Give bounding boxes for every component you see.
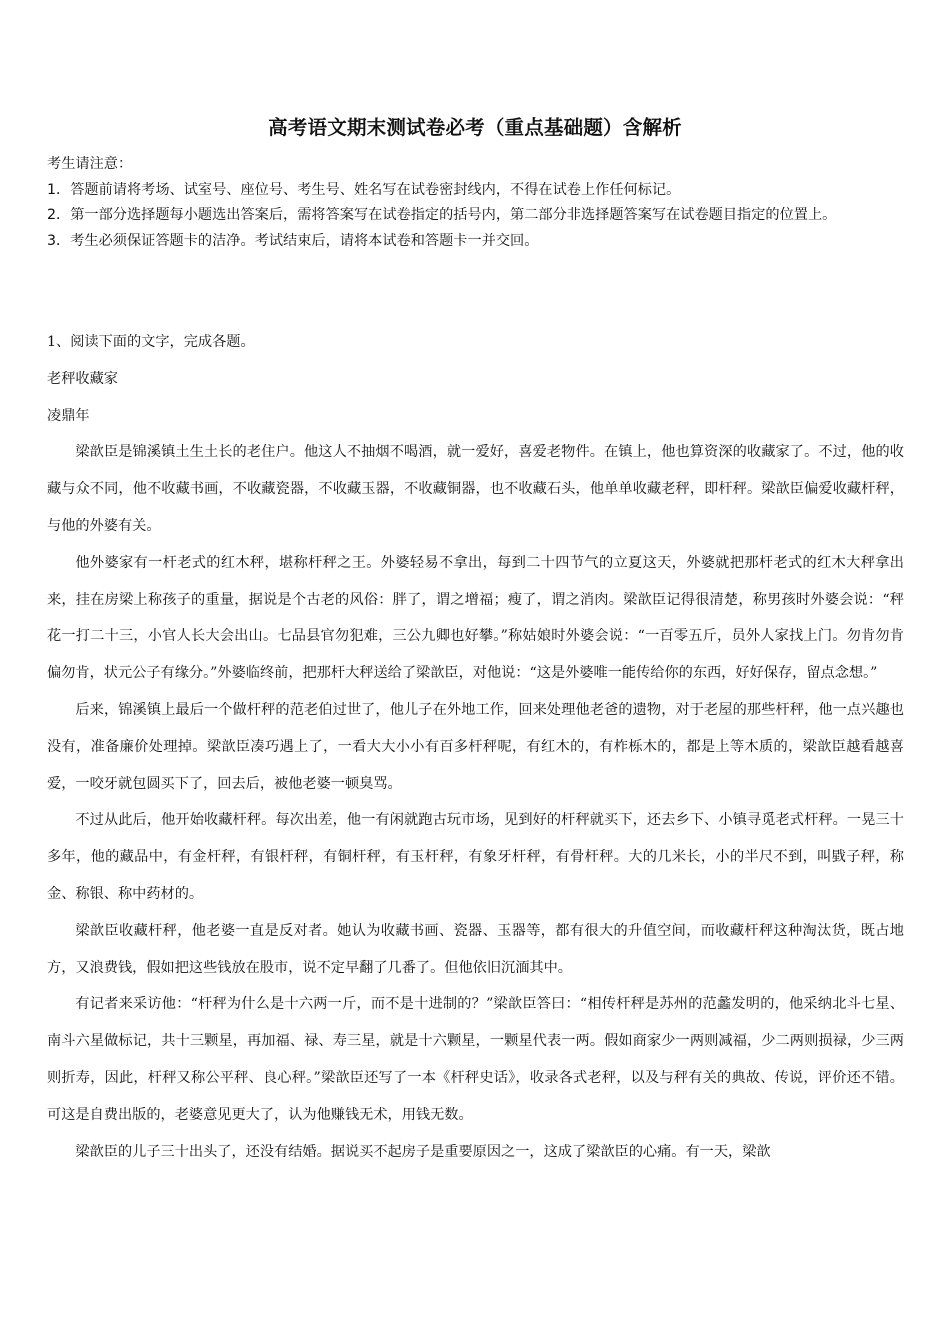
article-paragraph: 梁歆臣收藏杆秤，他老婆一直是反对者。她认为收藏书画、瓷器、玉器等，都有很大的升值空间，而收藏杆秤这种淘汰货，既占地方，又浪费钱，假如把这些钱放在股市，说不定早翻了几番了。但他依旧沉湎其中。 [47,922,904,976]
article-paragraph: 有记者来采访他：“杆秤为什么是十六两一斤，而不是十进制的？”梁歆臣答曰：“相传杆秤是苏州的范蠡发明的，他采纳北斗七星、南斗六星做标记，共十三颗星，再加福、禄、寿三星，就是十六颗星，一颗星代表一两。假如商家少一两则减福，少二两则损禄，少三两则折寿，因此，杆秤又称公平秤、良心秤。”梁歆臣还写了一本《杆秤史话》，收录各式老秤，以及与秤有关的典故、传说，评价还不错。可这是自费出版的，老婆意见更大了，认为他赚钱无术，用钱无数。 [47,996,904,1123]
article-paragraph: 他外婆家有一杆老式的红木秤，堪称杆秤之王。外婆轻易不拿出，每到二十四节气的立夏这天，外婆就把那杆老式的红木大秤拿出来，挂在房梁上称孩子的重量，据说是个古老的风俗：胖了，谓之增福；瘦了，谓之消肉。梁歆臣记得很清楚，称男孩时外婆会说：“秤花一打二十三，小官人长大会出山。七品县官勿犯难，三公九卿也好攀。”称姑娘时外婆会说：“一百零五斤，员外人家找上门。勿肯勿肯偏勿肯，状元公子有缘分。”外婆临终前，把那杆大秤送给了梁歆臣，对他说：“这是外婆唯一能传给你的东西，好好保存，留点念想。” [47,554,904,682]
notice-heading: 考生请注意： [47,156,133,172]
article-paragraph: 不过从此后，他开始收藏杆秤。每次出差，他一有闲就跑古玩市场，见到好的杆秤就买下，还去乡下、小镇寻觅老式杆秤。一晃三十多年，他的藏品中，有金杆秤，有银杆秤，有铜杆秤，有玉杆秤，有象牙杆秤，有骨杆秤。大的几米长，小的半尺不到，叫戥子秤，称金、称银、称中药材的。 [47,812,904,902]
article-title: 老秤收藏家 [47,370,118,387]
reading-section [47,324,904,1170]
article-paragraph: 梁歆臣是锦溪镇土生土长的老住户。他这人不抽烟不喝酒，就一爱好，喜爱老物件。在镇上，他也算资深的收藏家了。不过，他的收藏与众不同，他不收藏书画，不收藏瓷器，不收藏玉器，不收藏铜器，也不收藏石头，他单单收藏老秤，即杆秤。梁歆臣偏爱收藏杆秤，与他的外婆有关。 [47,444,904,534]
article-paragraph: 梁歆臣的儿子三十出头了，还没有结婚。据说买不起房子是重要原因之一，这成了梁歆臣的心痛。有一天，梁歆 [75,1143,771,1160]
exam-notice [47,152,907,254]
notice-item: 2．第一部分选择题每小题选出答案后，需将答案写在试卷指定的括号内，第二部分非选择题答案写在试卷题目指定的位置上。 [47,207,837,224]
notice-item: 1．答题前请将考场、试室号、座位号、考生号、姓名写在试卷密封线内，不得在试卷上作任何标记。 [47,181,681,198]
question-prompt: 1、阅读下面的文字，完成各题。 [47,334,255,350]
article-paragraph: 后来，锦溪镇上最后一个做杆秤的范老伯过世了，他儿子在外地工作，回来处理他老爸的遗物，对于老屋的那些杆秤，他一点兴趣也没有，准备廉价处理掉。梁歆臣凑巧遇上了，一看大大小小有百多杆秤呢，有红木的，有柞栎木的，都是上等木质的，梁歆臣越看越喜爱，一咬牙就包圆买下了，回去后，被他老婆一顿臭骂。 [47,701,904,792]
document-title: 高考语文期末测试卷必考（重点基础题）含解析 [268,116,682,139]
article-author: 凌鼎年 [47,407,90,424]
notice-item: 3．考生必须保证答题卡的洁净。考试结束后，请将本试卷和答题卡一并交回。 [47,232,539,249]
